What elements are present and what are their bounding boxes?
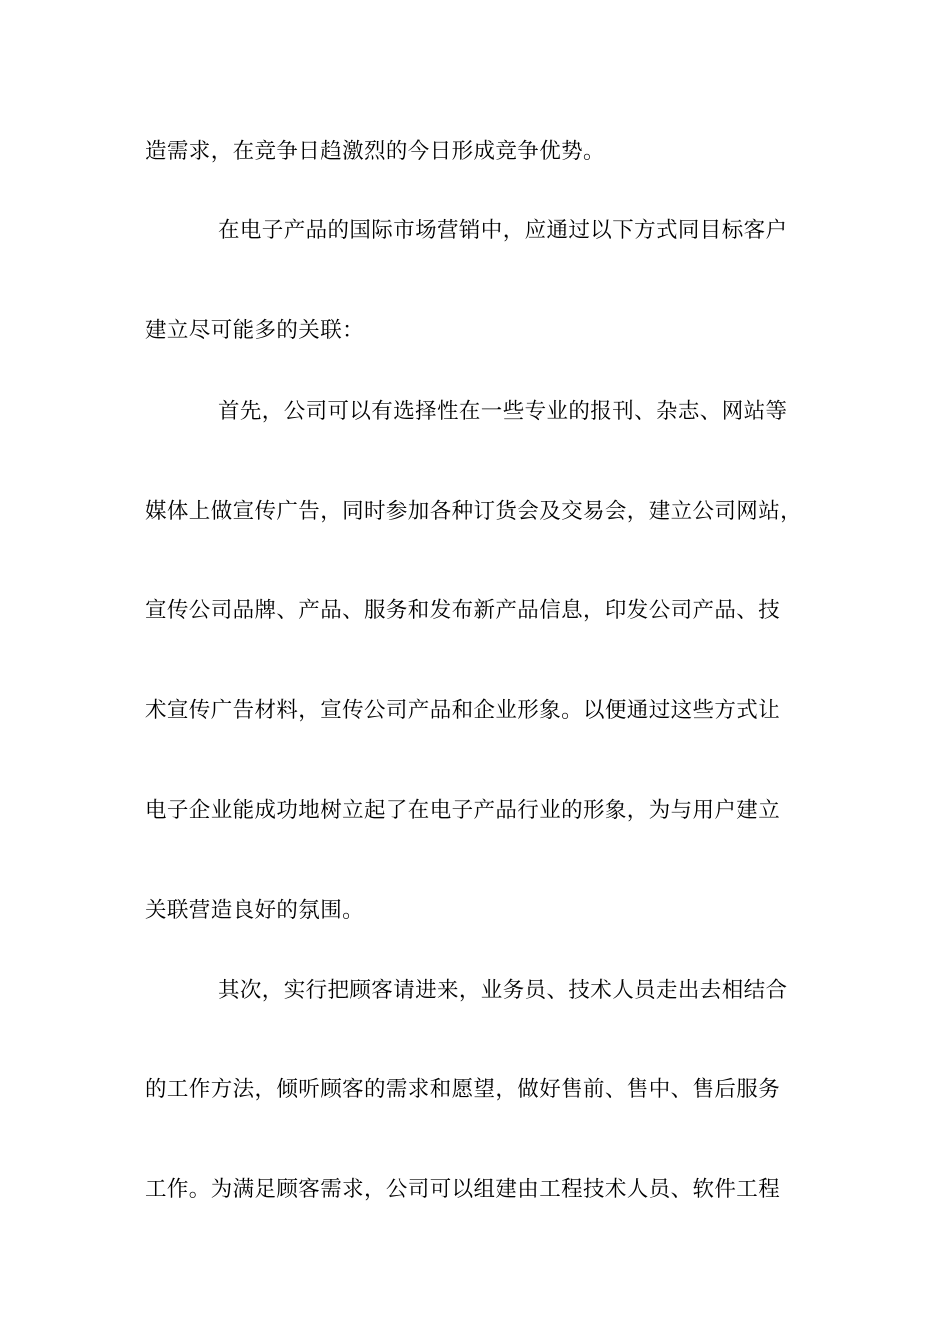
text-line: 宣传公司品牌、产品、服务和发布新产品信息，印发公司产品、技 xyxy=(145,598,781,623)
text-line: 关联营造良好的氛围。 xyxy=(145,898,365,923)
text-line: 电子企业能成功地树立起了在电子产品行业的形象，为与用户建立 xyxy=(145,798,781,823)
text-line: 媒体上做宣传广告，同时参加各种订货会及交易会，建立公司网站， xyxy=(145,499,803,524)
paragraph-first-line: 在电子产品的国际市场营销中，应通过以下方式同目标客户 xyxy=(218,218,788,243)
text-line: 术宣传广告材料，宣传公司产品和企业形象。以便通过这些方式让 xyxy=(145,698,781,723)
text-line: 建立尽可能多的关联： xyxy=(145,318,365,343)
text-line: 造需求，在竞争日趋激烈的今日形成竞争优势。 xyxy=(145,139,605,164)
text-line: 工作。为满足顾客需求，公司可以组建由工程技术人员、软件工程 xyxy=(145,1177,781,1202)
paragraph-first-line: 其次，实行把顾客请进来，业务员、技术人员走出去相结合 xyxy=(218,978,788,1003)
paragraph-first-line: 首先，公司可以有选择性在一些专业的报刊、杂志、网站等 xyxy=(218,399,788,424)
text-line: 的工作方法，倾听顾客的需求和愿望，做好售前、售中、售后服务 xyxy=(145,1077,781,1102)
